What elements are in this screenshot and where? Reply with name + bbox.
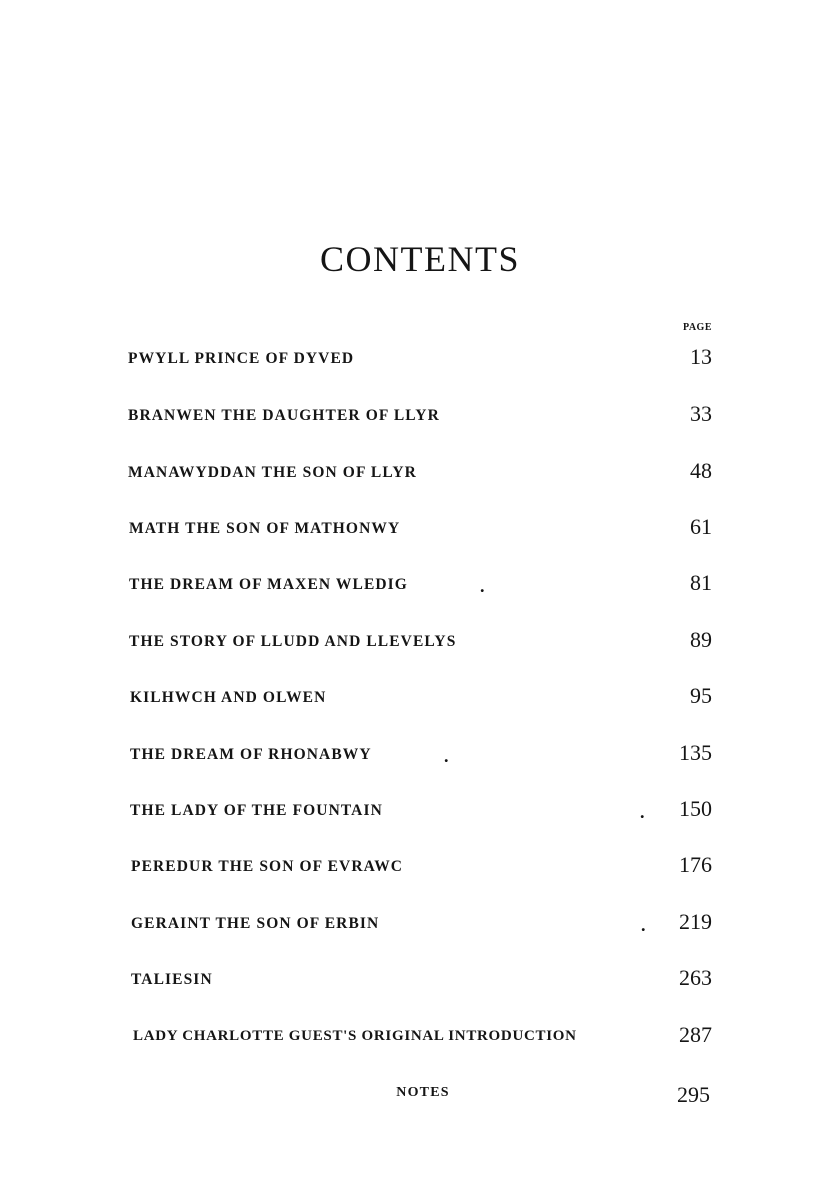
toc-entry-leader: . <box>444 746 449 766</box>
toc-entry-title: TALIESIN <box>131 971 213 988</box>
toc-entry-leader: . <box>640 802 645 822</box>
toc-entry-title: THE STORY OF LLUDD AND LLEVELYS <box>129 633 457 650</box>
notes-title: NOTES <box>396 1085 450 1100</box>
toc-entry <box>131 852 712 882</box>
toc-entry-page: 61 <box>690 514 712 539</box>
toc-entry-page: 95 <box>690 683 712 708</box>
toc-entry-page: 89 <box>690 627 712 652</box>
toc-entry <box>128 401 712 431</box>
toc-entry-title: THE DREAM OF RHONABWY <box>130 746 372 763</box>
toc-entry-title: BRANWEN THE DAUGHTER OF LLYR <box>128 407 440 424</box>
toc-entry-title: PWYLL PRINCE OF DYVED <box>128 350 355 367</box>
toc-entry <box>128 344 712 374</box>
toc-entry-title: KILHWCH AND OLWEN <box>130 689 327 706</box>
notes-page: 295 <box>677 1082 710 1107</box>
toc-entry <box>133 1022 712 1052</box>
toc-entry <box>129 570 712 600</box>
toc-entry <box>129 514 712 544</box>
page-column-header: PAGE <box>682 322 712 333</box>
toc-entry <box>131 909 712 939</box>
toc-entry-title: GERAINT THE SON OF ERBIN <box>131 915 380 932</box>
toc-entry <box>128 458 712 488</box>
toc-entry-leader: . <box>641 915 646 935</box>
toc-entry-page: 176 <box>679 852 712 877</box>
toc-entry-page: 287 <box>679 1022 712 1047</box>
toc-entry <box>130 683 712 713</box>
toc-entry-page: 263 <box>679 965 712 990</box>
toc-entry-page: 135 <box>679 740 712 765</box>
page-title: CONTENTS <box>320 239 520 279</box>
toc-entry-page: 81 <box>690 570 712 595</box>
toc-entry-page: 33 <box>690 401 712 426</box>
toc-entry <box>131 965 712 995</box>
toc-entry-title: THE LADY OF THE FOUNTAIN <box>130 802 383 819</box>
toc-entry-page: 13 <box>690 344 712 369</box>
toc-entry-page: 48 <box>690 458 712 483</box>
toc-entry-title: THE DREAM OF MAXEN WLEDIG <box>129 576 408 593</box>
toc-entry-title: MATH THE SON OF MATHONWY <box>129 520 401 537</box>
toc-entry-title: LADY CHARLOTTE GUEST'S ORIGINAL INTRODUCTION <box>133 1028 577 1044</box>
toc-entry-page: 219 <box>679 909 712 934</box>
toc-entry-title: PEREDUR THE SON OF EVRAWC <box>131 858 404 875</box>
toc-entry-page: 150 <box>679 796 712 821</box>
toc-entry <box>130 740 712 770</box>
toc-entry-leader: . <box>480 576 485 596</box>
toc-entry <box>129 627 712 657</box>
toc-entry-title: MANAWYDDAN THE SON OF LLYR <box>128 464 417 481</box>
toc-entry <box>130 796 712 826</box>
